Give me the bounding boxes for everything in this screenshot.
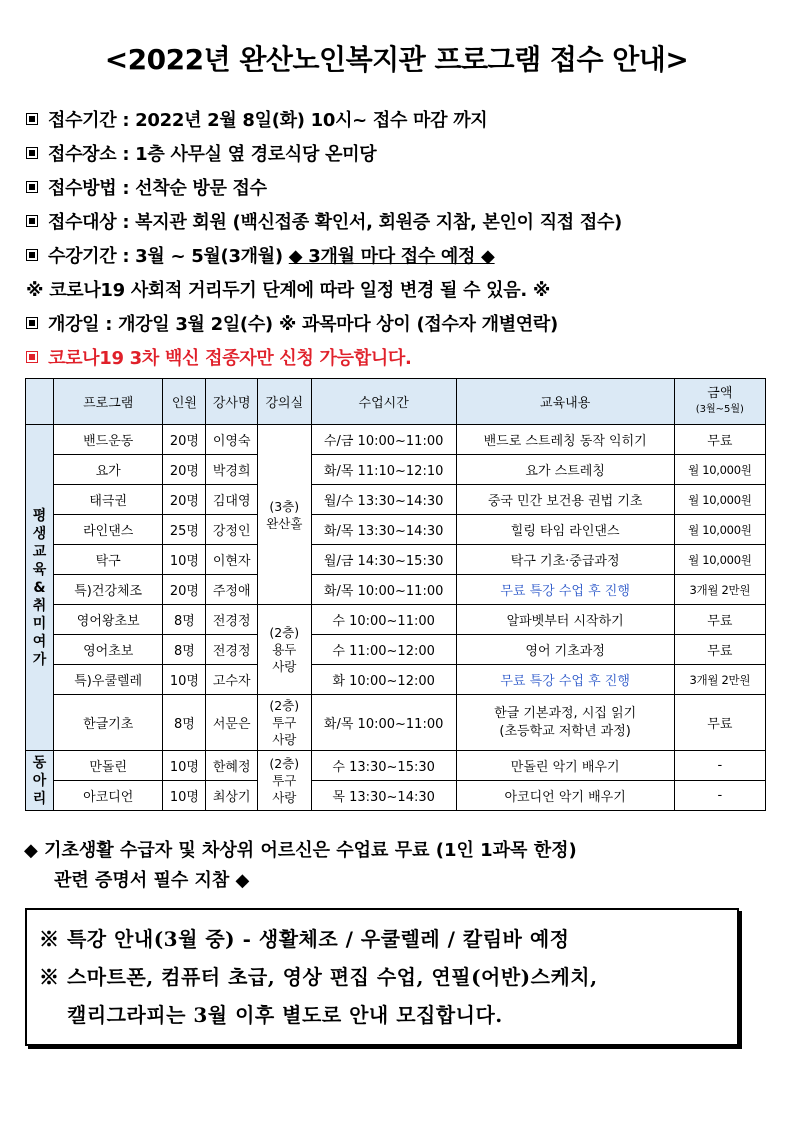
cell-teacher: 박경희 bbox=[206, 455, 258, 485]
cell-content: 중국 민간 보건용 권법 기초 bbox=[456, 485, 674, 515]
category-label: 평 생 교 육 & 취 미 여 가 bbox=[32, 507, 47, 668]
cell-people: 8명 bbox=[163, 695, 206, 751]
cell-program: 영어왕초보 bbox=[53, 605, 163, 635]
cell-people: 20명 bbox=[163, 575, 206, 605]
box-line: ※ 특강 안내(3월 중) - 생활체조 / 우쿨렐레 / 칼림바 예정 bbox=[39, 927, 570, 951]
cell-room-tugu-club bbox=[257, 751, 311, 811]
header-fee-label: 금액 bbox=[707, 386, 733, 401]
cell-content: 무료 특강 수업 후 진행 bbox=[456, 665, 674, 695]
cell-program: 만돌린 bbox=[53, 751, 163, 781]
header-room: 강의실 bbox=[257, 379, 311, 425]
cell-fee: - bbox=[674, 781, 765, 811]
cell-program: 특)건강체조 bbox=[53, 575, 163, 605]
category-lifelong bbox=[26, 425, 54, 751]
table-header-row bbox=[26, 379, 766, 425]
cell-content: 힐링 타임 라인댄스 bbox=[456, 515, 674, 545]
cell-fee: 3개월 2만원 bbox=[674, 665, 765, 695]
cell-teacher: 최상기 bbox=[206, 781, 258, 811]
header-fee bbox=[674, 379, 765, 425]
cell-program: 요가 bbox=[53, 455, 163, 485]
table-row bbox=[26, 575, 766, 605]
program-table bbox=[25, 378, 766, 811]
square-bullet-icon bbox=[26, 351, 38, 363]
cell-content: 탁구 기초·중급과정 bbox=[456, 545, 674, 575]
cell-time: 화/목 13:30~14:30 bbox=[311, 515, 456, 545]
cell-teacher: 전경정 bbox=[206, 605, 258, 635]
notice-text: 수강기간 : 3월 ~ 5월(3개월) bbox=[48, 246, 289, 267]
notice-list bbox=[26, 104, 786, 376]
cell-program: 태극권 bbox=[53, 485, 163, 515]
cell-teacher: 서문은 bbox=[206, 695, 258, 751]
box-line: ※ 스마트폰, 컴퓨터 초급, 영상 편집 수업, 연필(어반)스케치, bbox=[39, 965, 598, 989]
cell-people: 20명 bbox=[163, 455, 206, 485]
cell-people: 8명 bbox=[163, 635, 206, 665]
cell-teacher: 김대영 bbox=[206, 485, 258, 515]
cell-content: 밴드로 스트레칭 동작 익히기 bbox=[456, 425, 674, 455]
header-corner bbox=[26, 379, 54, 425]
notice-text: 접수장소 : 1층 사무실 옆 경로식당 온미당 bbox=[48, 144, 377, 165]
room-label: (2층) 용두 사랑 bbox=[269, 625, 300, 674]
notice-text: 접수방법 : 선착순 방문 접수 bbox=[48, 178, 267, 199]
notice-course-period bbox=[26, 240, 786, 274]
table-row bbox=[26, 515, 766, 545]
square-bullet-icon bbox=[26, 249, 38, 261]
square-bullet-icon bbox=[26, 147, 38, 159]
cell-teacher: 전경정 bbox=[206, 635, 258, 665]
table-row bbox=[26, 635, 766, 665]
cell-fee: 월 10,000원 bbox=[674, 455, 765, 485]
notice-text: 접수기간 : 2022년 2월 8일(화) 10시~ 접수 마감 까지 bbox=[48, 110, 488, 131]
room-label: (2층) 투구 사랑 bbox=[269, 756, 300, 805]
category-label: 동 아 리 bbox=[32, 754, 47, 807]
cell-program: 탁구 bbox=[53, 545, 163, 575]
category-club bbox=[26, 751, 54, 811]
cell-fee: 월 10,000원 bbox=[674, 485, 765, 515]
cell-program: 영어초보 bbox=[53, 635, 163, 665]
table-row bbox=[26, 545, 766, 575]
cell-content: 아코디언 악기 배우기 bbox=[456, 781, 674, 811]
cell-fee: 무료 bbox=[674, 695, 765, 751]
room-label: (2층) 투구 사랑 bbox=[269, 698, 300, 747]
subsidy-footnote bbox=[24, 836, 784, 896]
cell-time: 화 10:00~12:00 bbox=[311, 665, 456, 695]
notice-text: ※ 코로나19 사회적 거리두기 단계에 따라 일정 변경 될 수 있음. ※ bbox=[26, 280, 551, 301]
table-row bbox=[26, 485, 766, 515]
cell-time: 월/금 14:30~15:30 bbox=[311, 545, 456, 575]
cell-program: 아코디언 bbox=[53, 781, 163, 811]
cell-fee: 월 10,000원 bbox=[674, 545, 765, 575]
content-text: 한글 기본과정, 시집 읽기 (초등학교 저학년 과정) bbox=[494, 705, 637, 739]
special-lecture-box bbox=[25, 908, 739, 1046]
cell-time: 화/목 10:00~11:00 bbox=[311, 575, 456, 605]
cell-fee: 무료 bbox=[674, 605, 765, 635]
table-row bbox=[26, 455, 766, 485]
cell-content: 알파벳부터 시작하기 bbox=[456, 605, 674, 635]
notice-period bbox=[26, 104, 786, 138]
cell-time: 화/목 10:00~11:00 bbox=[311, 695, 456, 751]
table-row bbox=[26, 425, 766, 455]
cell-time: 목 13:30~14:30 bbox=[311, 781, 456, 811]
cell-content: 영어 기초과정 bbox=[456, 635, 674, 665]
cell-teacher: 강정인 bbox=[206, 515, 258, 545]
cell-time: 수 10:00~11:00 bbox=[311, 605, 456, 635]
cell-time: 수 11:00~12:00 bbox=[311, 635, 456, 665]
cell-time: 수/금 10:00~11:00 bbox=[311, 425, 456, 455]
cell-time: 수 13:30~15:30 bbox=[311, 751, 456, 781]
cell-content bbox=[456, 695, 674, 751]
cell-people: 10명 bbox=[163, 665, 206, 695]
footnote-line: ◆ 기초생활 수급자 및 차상위 어르신은 수업료 무료 (1인 1과목 한정) bbox=[24, 840, 577, 861]
cell-fee: - bbox=[674, 751, 765, 781]
notice-covid-schedule bbox=[26, 274, 786, 308]
notice-text: 개강일 : 개강일 3월 2일(수) ※ 과목마다 상이 (접수자 개별연락) bbox=[48, 314, 558, 335]
cell-room-yongdu bbox=[257, 605, 311, 695]
table-row bbox=[26, 605, 766, 635]
cell-teacher: 고수자 bbox=[206, 665, 258, 695]
cell-program: 밴드운동 bbox=[53, 425, 163, 455]
notice-text: 접수대상 : 복지관 회원 (백신접종 확인서, 회원증 지참, 본인이 직접 접수) bbox=[48, 212, 622, 233]
cell-content: 요가 스트레칭 bbox=[456, 455, 674, 485]
table-row bbox=[26, 695, 766, 751]
cell-program: 라인댄스 bbox=[53, 515, 163, 545]
table-row bbox=[26, 665, 766, 695]
header-people: 인원 bbox=[163, 379, 206, 425]
notice-text: 코로나19 3차 백신 접종자만 신청 가능합니다. bbox=[48, 348, 412, 369]
cell-people: 8명 bbox=[163, 605, 206, 635]
cell-teacher: 이현자 bbox=[206, 545, 258, 575]
header-content: 교육내용 bbox=[456, 379, 674, 425]
notice-place bbox=[26, 138, 786, 172]
square-bullet-icon bbox=[26, 317, 38, 329]
room-label: (3층) 완산홀 bbox=[266, 498, 303, 531]
notice-vaccine bbox=[26, 342, 786, 376]
notice-opening bbox=[26, 308, 786, 342]
cell-time: 화/목 11:10~12:10 bbox=[311, 455, 456, 485]
header-fee-sub: (3월~5월) bbox=[695, 404, 744, 415]
square-bullet-icon bbox=[26, 215, 38, 227]
notice-target bbox=[26, 206, 786, 240]
table-row bbox=[26, 751, 766, 781]
cell-room-wansan bbox=[257, 425, 311, 605]
cell-people: 10명 bbox=[163, 781, 206, 811]
cell-people: 10명 bbox=[163, 545, 206, 575]
cell-people: 10명 bbox=[163, 751, 206, 781]
square-bullet-icon bbox=[26, 113, 38, 125]
cell-teacher: 한혜정 bbox=[206, 751, 258, 781]
cell-fee: 무료 bbox=[674, 425, 765, 455]
header-teacher: 강사명 bbox=[206, 379, 258, 425]
box-line: 캘리그라피는 3월 이후 별도로 안내 모집합니다. bbox=[67, 1003, 503, 1027]
cell-fee: 무료 bbox=[674, 635, 765, 665]
footnote-line: 관련 증명서 필수 지참 ◆ bbox=[54, 870, 250, 891]
cell-content: 만돌린 악기 배우기 bbox=[456, 751, 674, 781]
header-time: 수업시간 bbox=[311, 379, 456, 425]
cell-room-tugu bbox=[257, 695, 311, 751]
cell-people: 20명 bbox=[163, 425, 206, 455]
cell-people: 25명 bbox=[163, 515, 206, 545]
page-title: <2022년 완산노인복지관 프로그램 접수 안내> bbox=[104, 43, 689, 76]
cell-program: 한글기초 bbox=[53, 695, 163, 751]
cell-teacher: 주정애 bbox=[206, 575, 258, 605]
cell-program: 특)우쿨렐레 bbox=[53, 665, 163, 695]
cell-time: 월/수 13:30~14:30 bbox=[311, 485, 456, 515]
cell-fee: 3개월 2만원 bbox=[674, 575, 765, 605]
square-bullet-icon bbox=[26, 181, 38, 193]
notice-underlined-text: ◆ 3개월 마다 접수 예정 ◆ bbox=[288, 246, 495, 267]
cell-content: 무료 특강 수업 후 진행 bbox=[456, 575, 674, 605]
header-program: 프로그램 bbox=[53, 379, 163, 425]
cell-people: 20명 bbox=[163, 485, 206, 515]
table-row bbox=[26, 781, 766, 811]
notice-method bbox=[26, 172, 786, 206]
cell-fee: 월 10,000원 bbox=[674, 515, 765, 545]
cell-teacher: 이영숙 bbox=[206, 425, 258, 455]
